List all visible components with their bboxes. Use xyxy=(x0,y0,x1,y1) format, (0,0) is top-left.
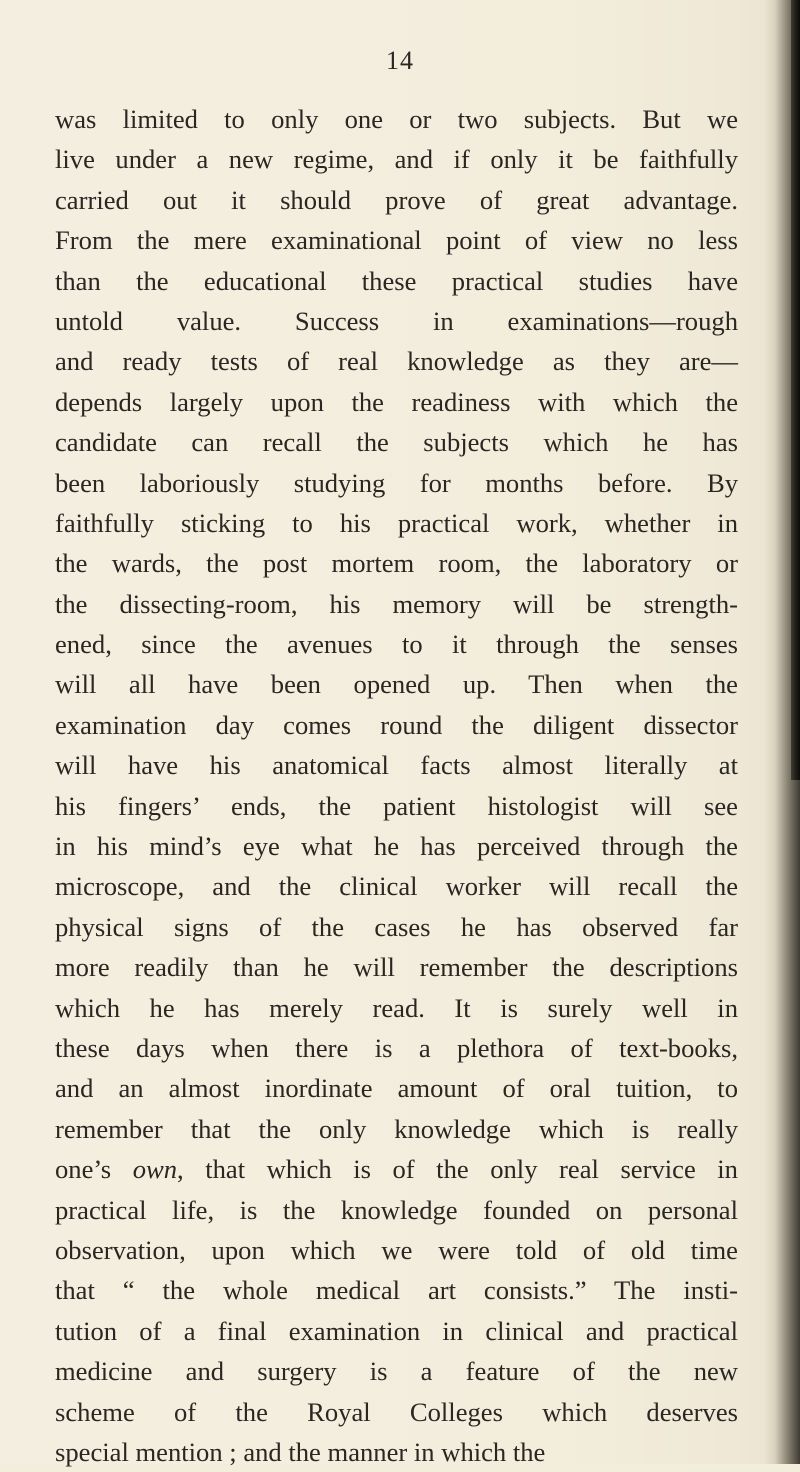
text-line: remember that the only knowledge which is really xyxy=(55,1113,738,1144)
text-line: carried out it should prove of great advantage. xyxy=(55,184,738,215)
text-line: ened, since the avenues to it through the senses xyxy=(55,629,738,660)
text-fragment: one’s xyxy=(55,1154,133,1185)
text-line: depends largely upon the readiness with which the xyxy=(55,386,738,417)
text-line: these days when there is a plethora of text-books, xyxy=(55,1032,738,1063)
page-edge-dark xyxy=(791,0,800,780)
text-line: which he has merely read. It is surely well in xyxy=(55,992,738,1023)
text-line: untold value. Success in examinations—rough xyxy=(55,305,738,336)
text-line: will all have been opened up. Then when the xyxy=(55,669,738,700)
text-line: tution of a final examination in clinical and practical xyxy=(55,1315,738,1346)
text-line: will have his anatomical facts almost literally at xyxy=(55,750,738,781)
text-line: medicine and surgery is a feature of the new xyxy=(55,1356,738,1387)
text-line: the wards, the post mortem room, the laboratory or xyxy=(55,548,738,579)
text-line: practical life, is the knowledge founded on personal xyxy=(55,1194,738,1225)
text-line: and an almost inordinate amount of oral tuition, to xyxy=(55,1073,738,1104)
body-text xyxy=(55,99,738,1472)
emphasized-word: own xyxy=(132,1154,178,1185)
text-line: faithfully sticking to his practical work, whether in xyxy=(55,507,738,538)
text-line: in his mind’s eye what he has perceived through the xyxy=(55,831,738,862)
text-line: the dissecting-room, his memory will be strength- xyxy=(55,588,738,619)
text-line: special mention ; and the manner in which the xyxy=(55,1436,546,1467)
text-line: live under a new regime, and if only it be faithfully xyxy=(55,144,738,175)
text-line: been laboriously studying for months before. By xyxy=(55,467,738,498)
text-line: scheme of the Royal Colleges which deserves xyxy=(55,1396,738,1427)
page-number: 14 xyxy=(386,46,414,75)
text-fragment: , that which is of the only real service in xyxy=(177,1154,738,1185)
text-line: was limited to only one or two subjects. But we xyxy=(55,104,738,134)
text-line: candidate can recall the subjects which he has xyxy=(55,427,738,458)
text-line: From the mere examinational point of view no less xyxy=(55,225,738,256)
text-line: that “ the whole medical art consists.” The insti- xyxy=(55,1275,738,1306)
text-line: microscope, and the clinical worker will recall the xyxy=(55,871,738,902)
text-line-with-emphasis xyxy=(55,1149,738,1189)
text-line: observation, upon which we were told of old time xyxy=(55,1234,738,1265)
text-line: his fingers’ ends, the patient histologist will see xyxy=(55,790,738,821)
text-line: and ready tests of real knowledge as they are— xyxy=(55,346,738,377)
text-line: examination day comes round the diligent dissector xyxy=(55,709,738,740)
text-line: than the educational these practical studies have xyxy=(55,265,738,296)
text-line: physical signs of the cases he has observed far xyxy=(55,911,738,942)
text-line: more readily than he will remember the descriptions xyxy=(55,952,738,983)
